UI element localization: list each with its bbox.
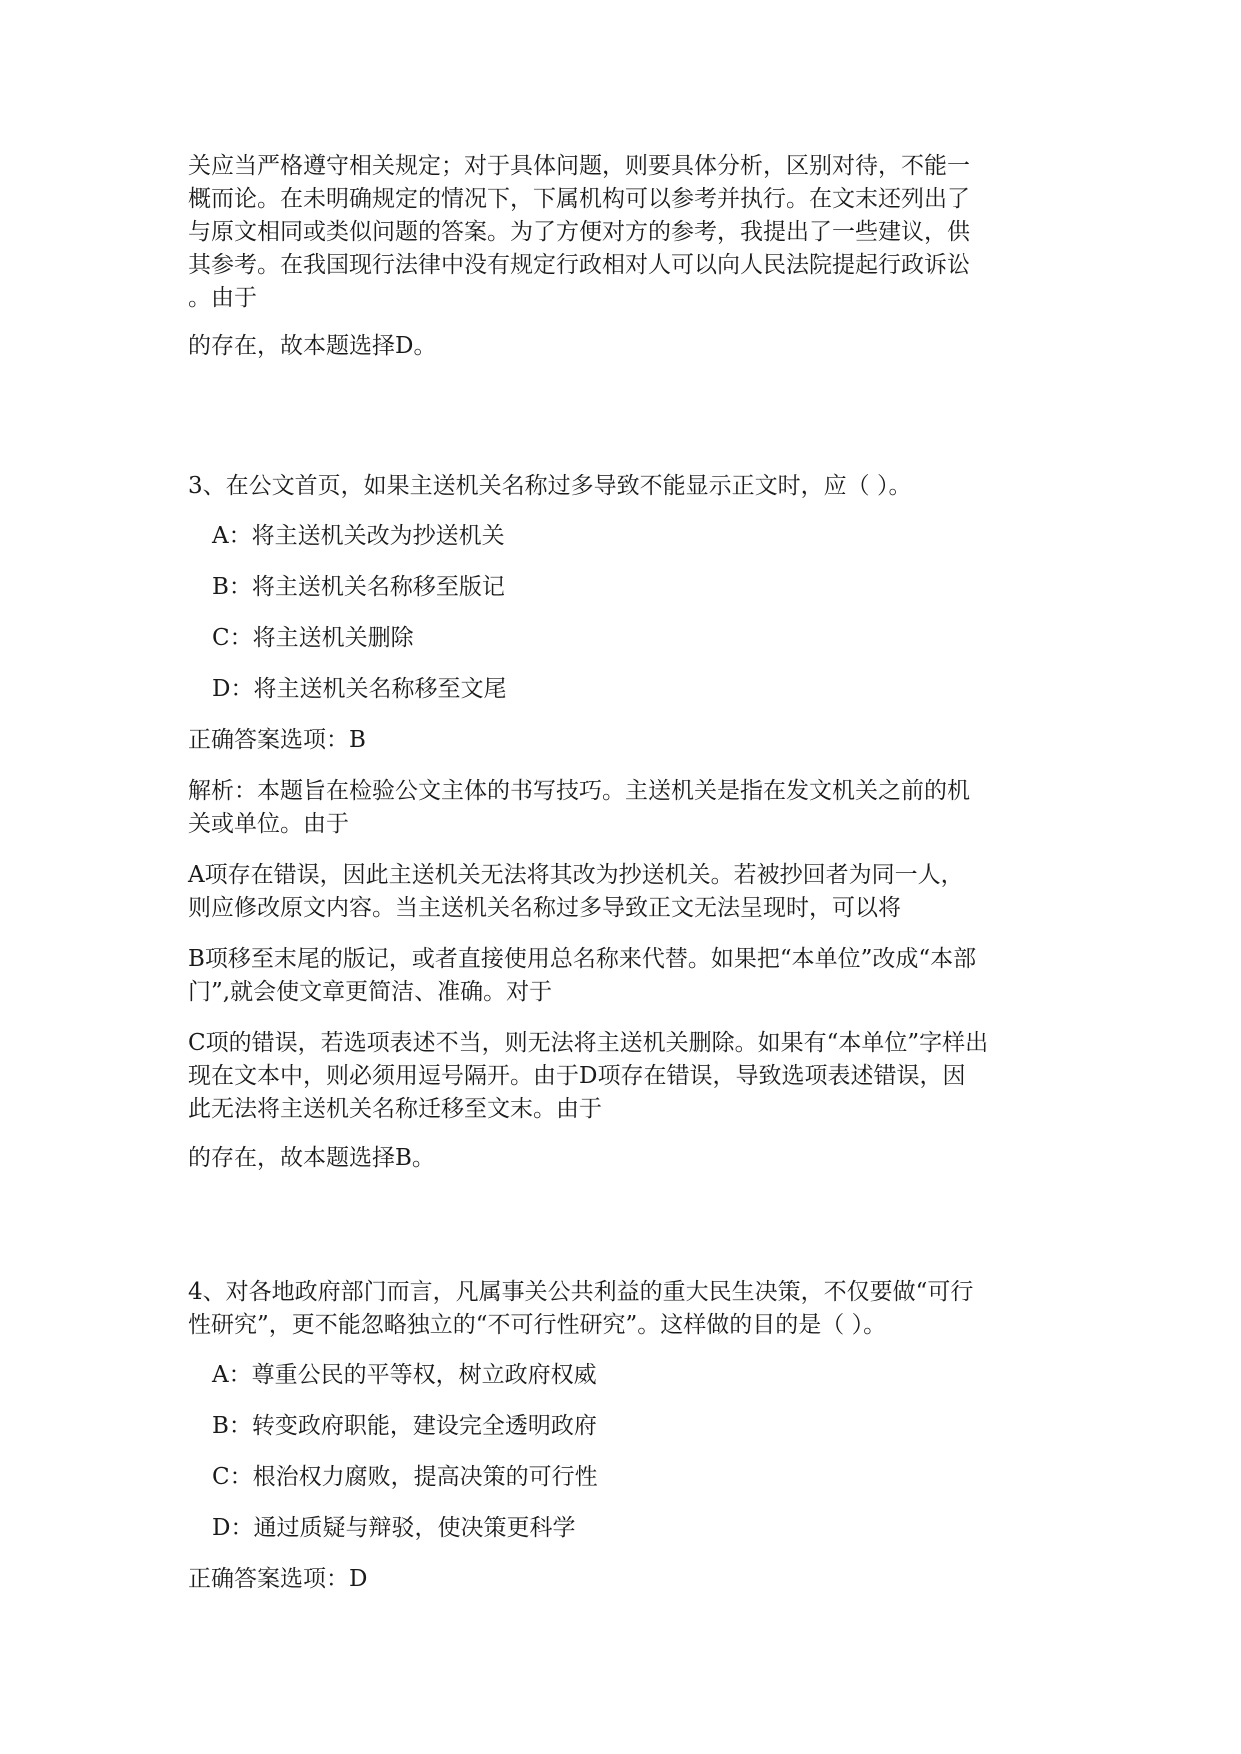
question-4-option-c: C：根治权力腐败，提高决策的可行性 (212, 1464, 598, 1490)
question-4-answer: 正确答案选项：D (188, 1566, 368, 1592)
question-3-analysis-4: C项的错误，若选项表述不当，则无法将主送机关删除。如果有“本单位”字样出 现在文本中，则必须用逗号隔开。由于D项存在错误，导致选项表述错误，因 此无法将主送机关名称迁移至文末。由于 (188, 1030, 989, 1122)
question-4-stem: 4、对各地政府部门而言，凡属事关公共利益的重大民生决策，不仅要做“可行 性研究”，更不能忽略独立的“不可行性研究”。这样做的目的是（ ）。 (188, 1279, 974, 1338)
question-3-answer: 正确答案选项：B (188, 727, 366, 753)
question-3-analysis-3: B项移至末尾的版记，或者直接使用总名称来代替。如果把“本单位”改成“本部 门”,就会使文章更简洁、准确。对于 (188, 946, 977, 1005)
question-3-analysis-2: A项存在错误，因此主送机关无法将其改为抄送机关。若被抄回者为同一人， 则应修改原文内容。当主送机关名称过多导致正文无法呈现时，可以将 (188, 862, 964, 921)
question-4-option-a: A：尊重公民的平等权，树立政府权威 (212, 1362, 597, 1388)
text-line: 。由于 (188, 285, 257, 311)
question-3-option-c: C：将主送机关删除 (212, 625, 414, 651)
previous-conclusion: 的存在，故本题选择D。 (188, 333, 437, 359)
question-3-analysis-1: 解析：本题旨在检验公文主体的书写技巧。主送机关是指在发文机关之前的机 关或单位。由于 (188, 778, 970, 837)
question-3-option-a: A：将主送机关改为抄送机关 (212, 523, 505, 549)
question-3-option-d: D：将主送机关名称移至文尾 (212, 676, 507, 702)
text-line: 与原文相同或类似问题的答案。为了方便对方的参考，我提出了一些建议，供 (188, 219, 970, 245)
text-line: 其参考。在我国现行法律中没有规定行政相对人可以向人民法院提起行政诉讼 (188, 252, 970, 278)
question-4-option-d: D：通过质疑与辩驳，使决策更科学 (212, 1515, 576, 1541)
question-3-conclusion: 的存在，故本题选择B。 (188, 1145, 435, 1171)
text-line: 关应当严格遵守相关规定；对于具体问题，则要具体分析，区别对待，不能一 (188, 153, 970, 179)
question-4-option-b: B：转变政府职能，建设完全透明政府 (212, 1413, 597, 1439)
text-line: 概而论。在未明确规定的情况下，下属机构可以参考并执行。在文末还列出了 (188, 186, 970, 212)
previous-analysis-paragraph (188, 150, 1058, 315)
question-3-stem: 3、在公文首页，如果主送机关名称过多导致不能显示正文时，应（ ）。 (188, 473, 912, 499)
question-3-option-b: B：将主送机关名称移至版记 (212, 574, 505, 600)
